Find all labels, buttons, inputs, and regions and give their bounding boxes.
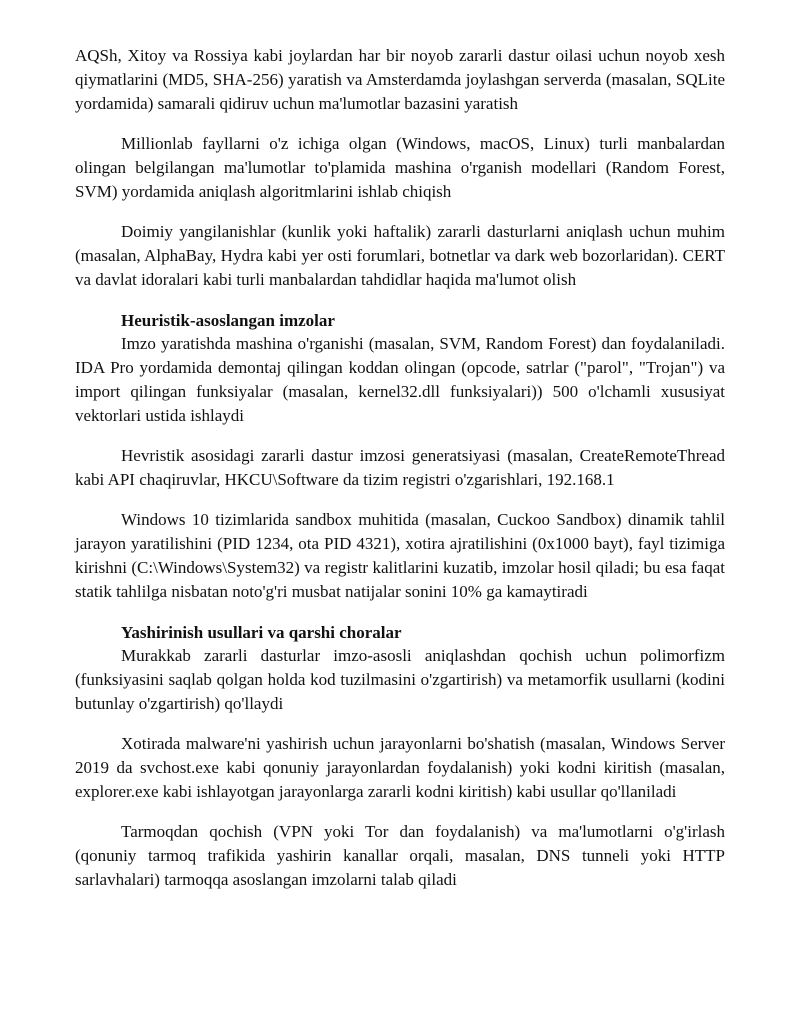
paragraph-sandbox-analysis: Windows 10 tizimlarida sandbox muhitida (masalan, Cuckoo Sandbox) dinamik tahlil jarayon yaratilishini (PID 1234, ota PID 4321), xotira ajratilishini (0x1000 bayt), fayl tizimiga kirishni (C:\Windows\System32) va registr kalitlarini kuzatib, imzolar hosil qiladi; bu esa faqat statik tahlilga nisbatan noto'g'ri musbat natijalar sonini 10% ga kamaytiradi	[75, 510, 725, 601]
paragraph-ml-detection: Millionlab fayllarni o'z ichiga olgan (Windows, macOS, Linux) turli manbalardan olingan belgilangan ma'lumotlar to'plamida mashina o'rganish modellari (Random Forest, SVM) yordamida aniqlash algoritmlarini ishlab chiqish	[75, 134, 725, 201]
document-page	[75, 44, 725, 892]
paragraph-threat-intel: Doimiy yangilanishlar (kunlik yoki haftalik) zararli dasturlarni aniqlash uchun muhim (masalan, AlphaBay, Hydra kabi yer osti forumlari, botnetlar va dark web bozorlaridan). CERT va davlat idoralari kabi turli manbalardan tahdidlar haqida ma'lumot olish	[75, 222, 725, 289]
heading-heuristic-signatures: Heuristik-asoslangan imzolar	[121, 311, 335, 330]
paragraph-hash-database: AQSh, Xitoy va Rossiya kabi joylardan har bir noyob zararli dastur oilasi uchun noyob xesh qiymatlarini (MD5, SHA-256) yaratish va Amsterdamda joylashgan serverda (masalan, SQLite yordamida) samarali qidiruv uchun ma'lumotlar bazasini yaratish	[75, 46, 725, 113]
paragraph-signature-ml: Imzo yaratishda mashina o'rganishi (masalan, SVM, Random Forest) dan foydalaniladi. IDA Pro yordamida demontaj qilingan koddan olingan (opcode, satrlar ("parol", "Trojan") va import qilingan funksiyalar (masalan, kernel32.dll funksiyalari)) 500 o'lchamli xususiyat vektorlari ustida ishlaydi	[75, 334, 725, 425]
paragraph-network-evasion: Tarmoqdan qochish (VPN yoki Tor dan foydalanish) va ma'lumotlarni o'g'irlash (qonuniy tarmoq trafikida yashirin kanallar orqali, masalan, DNS tunneli yoki HTTP sarlavhalari) tarmoqqa asoslangan imzolarni talab qiladi	[75, 822, 725, 889]
paragraph-process-hollowing: Xotirada malware'ni yashirish uchun jarayonlarni bo'shatish (masalan, Windows Server 2019 da svchost.exe kabi qonuniy jarayonlardan foydalanish) yoki kodni kiritish (masalan, explorer.exe kabi ishlayotgan jarayonlarga zararli kodni kiritish) kabi usullar qo'llaniladi	[75, 734, 725, 801]
paragraph-heuristic-generation: Hevristik asosidagi zararli dastur imzosi generatsiyasi (masalan, CreateRemoteThread kabi API chaqiruvlar, HKCU\Software da tizim registri o'zgarishlari, 192.168.1	[75, 446, 725, 489]
paragraph-polymorphism: Murakkab zararli dasturlar imzo-asosli aniqlashdan qochish uchun polimorfizm (funksiyasini saqlab qolgan holda kod tuzilmasini o'zgartirish) va metamorfik usullarni (kodini butunlay o'zgartirish) qo'llaydi	[75, 646, 725, 713]
heading-evasion-countermeasures: Yashirinish usullari va qarshi choralar	[121, 623, 402, 642]
